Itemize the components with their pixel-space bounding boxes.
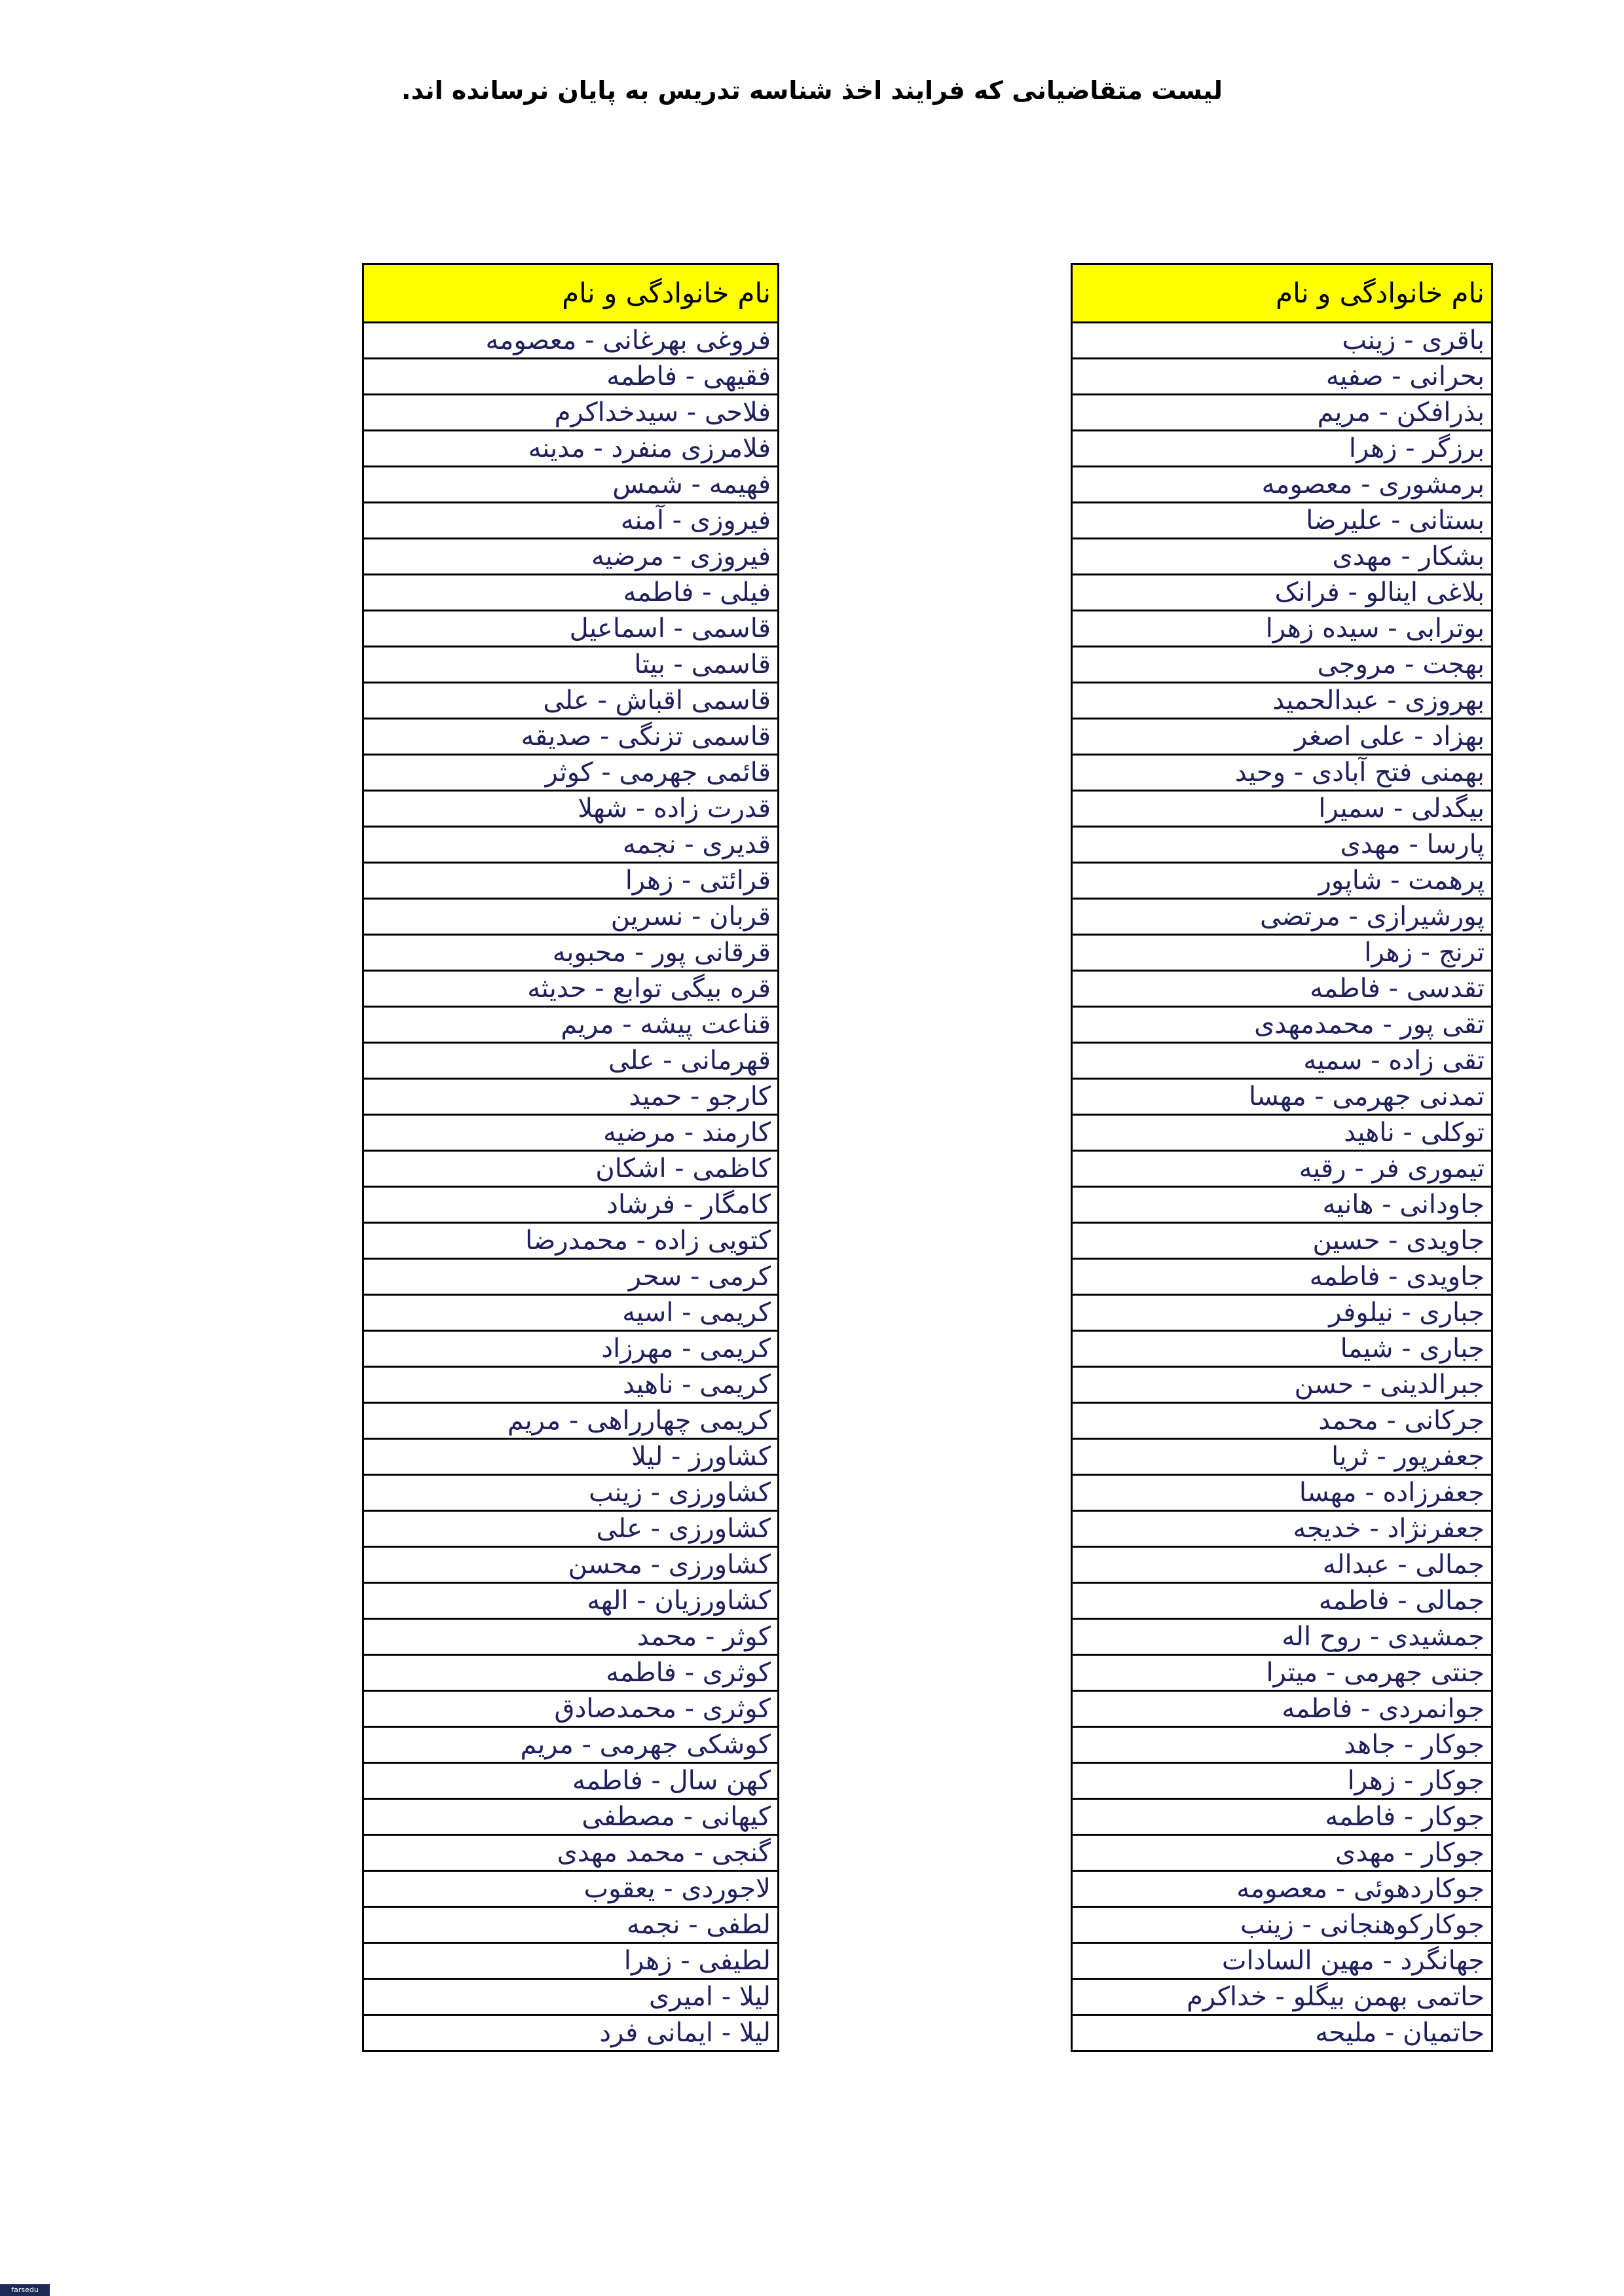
table-row [1072, 1943, 1492, 1979]
table-row [363, 395, 779, 431]
name-cell: کریمی - اسیه [363, 1295, 779, 1331]
names-table-left [362, 263, 779, 2052]
table-row [363, 971, 779, 1007]
name-cell: کوثری - محمدصادق [363, 1691, 779, 1727]
name-cell: بحرانی - صفیه [1072, 359, 1492, 395]
table-row [1072, 1979, 1492, 2015]
name-cell: بستانی - علیرضا [1072, 503, 1492, 539]
table-row [1072, 611, 1492, 647]
name-cell: قربان - نسرین [363, 899, 779, 935]
name-cell: قاسمی اقباش - علی [363, 683, 779, 719]
name-cell: فهیمه - شمس [363, 467, 779, 503]
table-row [1072, 1583, 1492, 1619]
name-cell: کشاورزی - علی [363, 1511, 779, 1547]
name-cell: کتویی زاده - محمدرضا [363, 1223, 779, 1259]
table-row [363, 1295, 779, 1331]
name-cell: جباری - شیما [1072, 1331, 1492, 1367]
name-cell: کهن سال - فاطمه [363, 1763, 779, 1799]
name-cell: تمدنی جهرمی - مهسا [1072, 1079, 1492, 1115]
name-cell: کشاورز - لیلا [363, 1439, 779, 1475]
table-row [1072, 1043, 1492, 1079]
table-row [1072, 1079, 1492, 1115]
page-title: لیست متقاضیانی که فرایند اخذ شناسه تدریس به پایان نرسانده اند. [401, 76, 1223, 105]
name-cell: جرکانی - محمد [1072, 1403, 1492, 1439]
name-cell: جعفرپور - ثریا [1072, 1439, 1492, 1475]
table-row [1072, 539, 1492, 575]
name-cell: لاجوردی - یعقوب [363, 1871, 779, 1907]
name-cell: کریمی چهارراهی - مریم [363, 1403, 779, 1439]
name-cell: قرائتی - زهرا [363, 863, 779, 899]
name-cell: کیهانی - مصطفی [363, 1799, 779, 1835]
table-row [1072, 1115, 1492, 1151]
name-cell: جعفرنژاد - خدیجه [1072, 1511, 1492, 1547]
table-row [363, 1871, 779, 1907]
table-row [363, 1007, 779, 1043]
name-cell: جوکاردهوئی - معصومه [1072, 1871, 1492, 1907]
name-cell: کشاورزیان - الهه [363, 1583, 779, 1619]
table-row [1072, 719, 1492, 755]
name-cell: گنجی - محمد مهدی [363, 1835, 779, 1871]
name-cell: جوکار - زهرا [1072, 1763, 1492, 1799]
name-cell: پارسا - مهدی [1072, 827, 1492, 863]
table-row [363, 1403, 779, 1439]
table-row [1072, 1007, 1492, 1043]
table-row [1072, 359, 1492, 395]
table-row [363, 1727, 779, 1763]
name-cell: فقیهی - فاطمه [363, 359, 779, 395]
name-cell: بوترابی - سیده زهرا [1072, 611, 1492, 647]
table-row [1072, 1871, 1492, 1907]
name-cell: حاتمی بهمن بیگلو - خداکرم [1072, 1979, 1492, 2015]
name-cell: جاویدی - حسین [1072, 1223, 1492, 1259]
table-row [1072, 1295, 1492, 1331]
name-cell: جمالی - فاطمه [1072, 1583, 1492, 1619]
table-row [1072, 1151, 1492, 1187]
table-row [1072, 395, 1492, 431]
name-cell: جاویدی - فاطمه [1072, 1259, 1492, 1295]
table-row [363, 323, 779, 359]
name-cell: قره بیگی توابع - حدیثه [363, 971, 779, 1007]
table-row [1072, 323, 1492, 359]
name-cell: جوکارکوهنجانی - زینب [1072, 1907, 1492, 1943]
name-cell: کامگار - فرشاد [363, 1187, 779, 1223]
table-row [1072, 1331, 1492, 1367]
name-cell: بشکار - مهدی [1072, 539, 1492, 575]
table-row [363, 539, 779, 575]
name-cell: باقری - زینب [1072, 323, 1492, 359]
name-cell: بلاغی اینالو - فرانک [1072, 575, 1492, 611]
table-body [1072, 323, 1492, 2051]
table-row [363, 1151, 779, 1187]
table-row [363, 1511, 779, 1547]
table-header-row [363, 264, 779, 323]
name-cell: فروغی بهرغانی - معصومه [363, 323, 779, 359]
table-row [363, 899, 779, 935]
name-cell: فلامرزی منفرد - مدینه [363, 431, 779, 467]
name-cell: قدرت زاده - شهلا [363, 791, 779, 827]
table-row [1072, 575, 1492, 611]
name-cell: تیموری فر - رقیه [1072, 1151, 1492, 1187]
name-cell: جوکار - مهدی [1072, 1835, 1492, 1871]
name-cell: جوکار - جاهد [1072, 1727, 1492, 1763]
table-row [1072, 1367, 1492, 1403]
name-cell: بیگدلی - سمیرا [1072, 791, 1492, 827]
table-row [1072, 1727, 1492, 1763]
name-cell: لیلا - امیری [363, 1979, 779, 2015]
table-row [363, 1115, 779, 1151]
name-cell: بهجت - مروجی [1072, 647, 1492, 683]
table-row [363, 827, 779, 863]
table-row [1072, 1259, 1492, 1295]
name-cell: قدیری - نجمه [363, 827, 779, 863]
name-cell: لطفی - نجمه [363, 1907, 779, 1943]
table-row [363, 611, 779, 647]
table-row [363, 1187, 779, 1223]
table-row [1072, 503, 1492, 539]
table-row [363, 1619, 779, 1655]
name-cell: کشاورزی - محسن [363, 1547, 779, 1583]
table-row [1072, 935, 1492, 971]
table-row [363, 1475, 779, 1511]
table-row [363, 1763, 779, 1799]
table-row [363, 683, 779, 719]
name-cell: لطیفی - زهرا [363, 1943, 779, 1979]
name-cell: تقی زاده - سمیه [1072, 1043, 1492, 1079]
table-row [363, 791, 779, 827]
name-cell: بذرافکن - مریم [1072, 395, 1492, 431]
name-cell: کشاورزی - زینب [363, 1475, 779, 1511]
table-row [363, 1439, 779, 1475]
table-row [1072, 1511, 1492, 1547]
table-header-row [1072, 264, 1492, 323]
table-row [1072, 791, 1492, 827]
table-row [1072, 755, 1492, 791]
name-cell: کارمند - مرضیه [363, 1115, 779, 1151]
name-cell: برزگر - زهرا [1072, 431, 1492, 467]
column-header: نام خانوادگی و نام [363, 264, 779, 323]
table-row [363, 863, 779, 899]
name-cell: قاسمی - بیتا [363, 647, 779, 683]
name-cell: لیلا - ایمانی فرد [363, 2015, 779, 2051]
name-cell: قاسمی تزنگی - صدیقه [363, 719, 779, 755]
name-cell: فلاحی - سیدخداکرم [363, 395, 779, 431]
table-row [363, 359, 779, 395]
name-cell: جعفرزاده - مهسا [1072, 1475, 1492, 1511]
table-row [1072, 647, 1492, 683]
table-row [1072, 1619, 1492, 1655]
table-row [363, 1331, 779, 1367]
table-row [363, 503, 779, 539]
name-cell: توکلی - ناهید [1072, 1115, 1492, 1151]
table-row [363, 575, 779, 611]
table-row [1072, 1547, 1492, 1583]
name-cell: قائمی جهرمی - کوثر [363, 755, 779, 791]
table-row [1072, 1439, 1492, 1475]
name-cell: جهانگرد - مهین السادات [1072, 1943, 1492, 1979]
name-cell: قناعت پیشه - مریم [363, 1007, 779, 1043]
site-logo: farsedu [0, 2284, 50, 2296]
table-row [1072, 863, 1492, 899]
table-row [363, 1367, 779, 1403]
name-cell: کاظمی - اشکان [363, 1151, 779, 1187]
table-row [1072, 1799, 1492, 1835]
name-cell: برمشوری - معصومه [1072, 467, 1492, 503]
name-cell: جنتی جهرمی - میترا [1072, 1655, 1492, 1691]
table-row [363, 467, 779, 503]
name-cell: کوثری - فاطمه [363, 1655, 779, 1691]
table-row [363, 1655, 779, 1691]
table-row [1072, 467, 1492, 503]
table-row [363, 1223, 779, 1259]
table-row [363, 1043, 779, 1079]
table-row [363, 1583, 779, 1619]
table-row [1072, 1691, 1492, 1727]
table-row [363, 1907, 779, 1943]
name-cell: جمالی - عبداله [1072, 1547, 1492, 1583]
table-row [1072, 1907, 1492, 1943]
table-row [1072, 1655, 1492, 1691]
table-row [363, 1835, 779, 1871]
table-row [1072, 1223, 1492, 1259]
table-row [363, 1259, 779, 1295]
name-cell: پرهمت - شاپور [1072, 863, 1492, 899]
table-row [1072, 683, 1492, 719]
table-row [363, 1079, 779, 1115]
name-cell: فیلی - فاطمه [363, 575, 779, 611]
name-cell: حاتمیان - ملیحه [1072, 2015, 1492, 2051]
name-cell: پورشیرازی - مرتضی [1072, 899, 1492, 935]
name-cell: جاودانی - هانیه [1072, 1187, 1492, 1223]
table-row [363, 2015, 779, 2051]
table-row [363, 755, 779, 791]
table-row [363, 647, 779, 683]
name-cell: جبرالدینی - حسن [1072, 1367, 1492, 1403]
name-cell: فیروزی - آمنه [363, 503, 779, 539]
table-row [363, 935, 779, 971]
name-cell: قهرمانی - علی [363, 1043, 779, 1079]
column-header: نام خانوادگی و نام [1072, 264, 1492, 323]
table-row [363, 1979, 779, 2015]
table-row [1072, 1403, 1492, 1439]
names-table-right [1071, 263, 1493, 2052]
name-cell: جباری - نیلوفر [1072, 1295, 1492, 1331]
table-body [363, 323, 779, 2051]
name-cell: جمشیدی - روح اله [1072, 1619, 1492, 1655]
table-row [1072, 1763, 1492, 1799]
table-row [1072, 899, 1492, 935]
table-row [1072, 827, 1492, 863]
name-cell: ترنج - زهرا [1072, 935, 1492, 971]
name-cell: جوکار - فاطمه [1072, 1799, 1492, 1835]
table-row [363, 719, 779, 755]
name-cell: کوشکی جهرمی - مریم [363, 1727, 779, 1763]
table-row [363, 431, 779, 467]
table-row [1072, 971, 1492, 1007]
name-cell: کوثر - محمد [363, 1619, 779, 1655]
name-cell: قرقانی پور - محبوبه [363, 935, 779, 971]
name-cell: کارجو - حمید [363, 1079, 779, 1115]
table-row [1072, 1475, 1492, 1511]
table-row [363, 1799, 779, 1835]
name-cell: قاسمی - اسماعیل [363, 611, 779, 647]
name-cell: تقی پور - محمدمهدی [1072, 1007, 1492, 1043]
table-row [363, 1691, 779, 1727]
name-cell: کریمی - مهرزاد [363, 1331, 779, 1367]
name-cell: بهزاد - علی اصغر [1072, 719, 1492, 755]
table-row [1072, 2015, 1492, 2051]
name-cell: کریمی - ناهید [363, 1367, 779, 1403]
table-row [363, 1547, 779, 1583]
table-row [1072, 1187, 1492, 1223]
table-row [1072, 431, 1492, 467]
name-cell: کرمی - سحر [363, 1259, 779, 1295]
table-row [363, 1943, 779, 1979]
name-cell: جوانمردی - فاطمه [1072, 1691, 1492, 1727]
table-row [1072, 1835, 1492, 1871]
name-cell: تقدسی - فاطمه [1072, 971, 1492, 1007]
name-cell: بهمنی فتح آبادی - وحید [1072, 755, 1492, 791]
name-cell: فیروزی - مرضیه [363, 539, 779, 575]
name-cell: بهروزی - عبدالحمید [1072, 683, 1492, 719]
